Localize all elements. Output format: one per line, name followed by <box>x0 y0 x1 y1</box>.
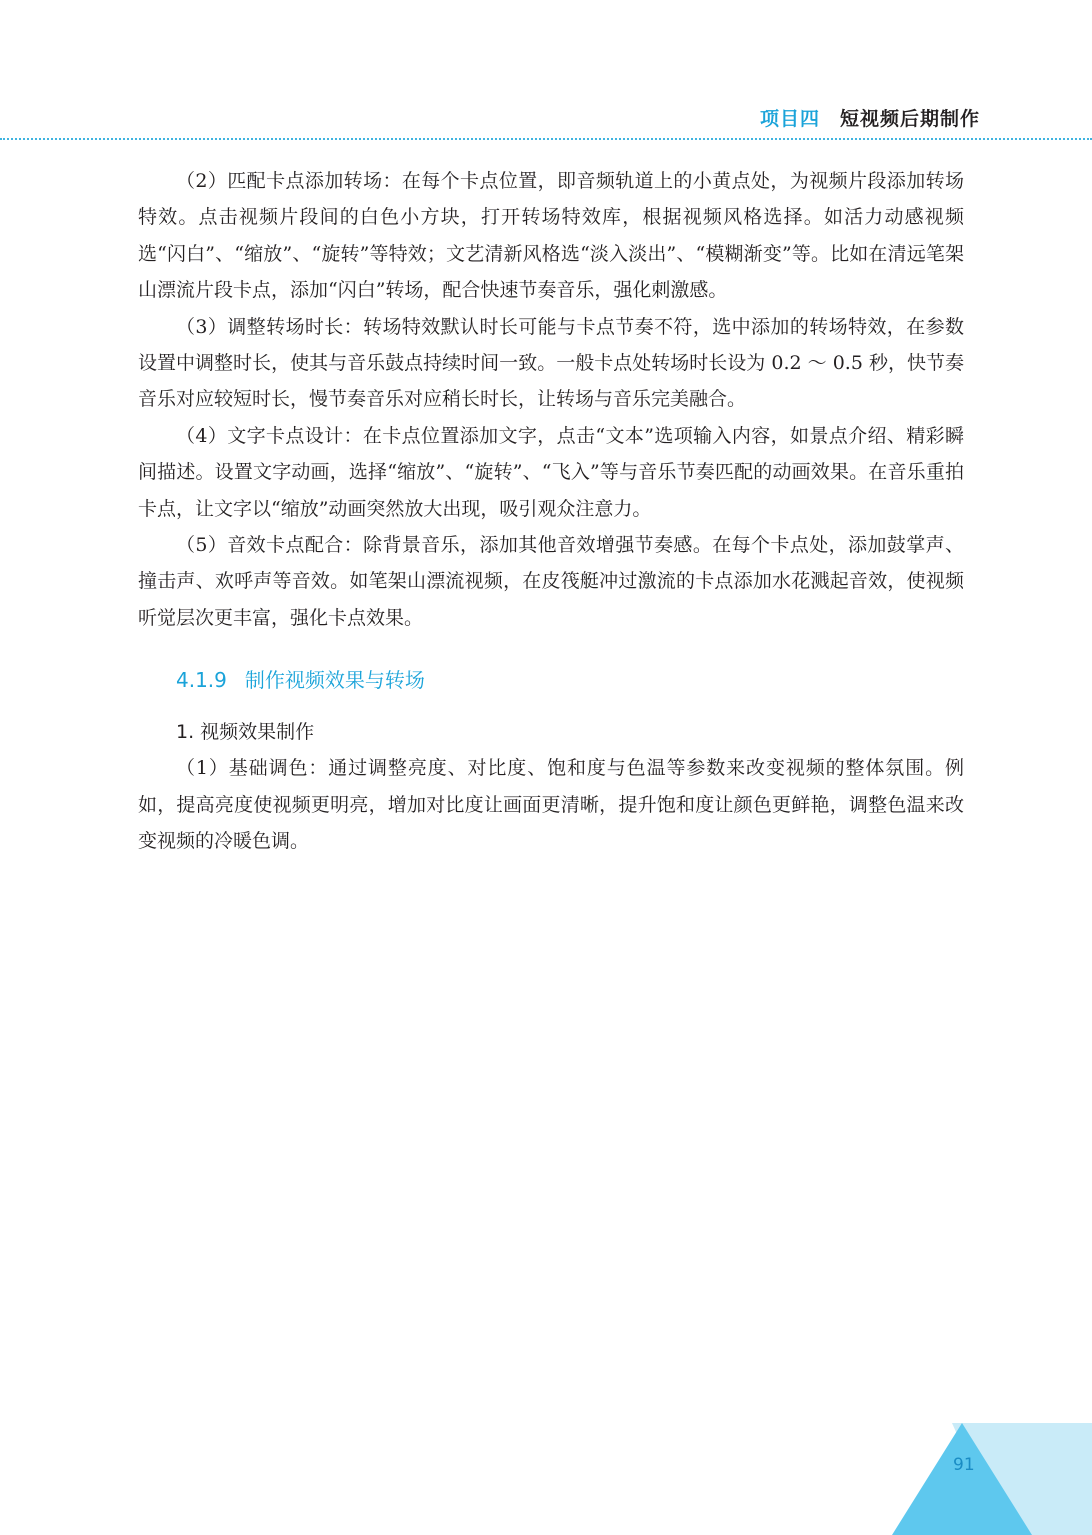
page-number: 91 <box>953 1455 975 1475</box>
corner-decoration <box>892 1423 1092 1535</box>
section-number: 4.1.9 <box>176 668 227 693</box>
paragraph: （2）匹配卡点添加转场：在每个卡点位置，即音频轨道上的小黄点处，为视频片段添加转场特效。点击视频片段间的白色小方块，打开转场特效库，根据视频风格选择。如活力动感视频选“闪白”、“缩放”、“旋转”等特效；文艺清新风格选“淡入淡出”、“模糊渐变”等。比如在清远笔架山漂流片段卡点，添加“闪白”转场，配合快速节奏音乐，强化刺激感。 <box>138 170 964 302</box>
section-heading <box>138 662 964 698</box>
paragraph: （3）调整转场时长：转场特效默认时长可能与卡点节奏不符，选中添加的转场特效，在参数设置中调整时长，使其与音乐鼓点持续时间一致。一般卡点处转场时长设为 0.2 ～ 0.5 秒，快节奏音乐对应较短时长，慢节奏音乐对应稍长时长，让转场与音乐完美融合。 <box>138 315 964 411</box>
paragraph: （1）基础调色：通过调整亮度、对比度、饱和度与色温等参数来改变视频的整体氛围。例如，提高亮度使视频更明亮，增加对比度让画面更清晰，提升饱和度让颜色更鲜艳，调整色温来改变视频的冷暖色调。 <box>138 757 964 853</box>
header-project: 项目四 <box>759 108 820 130</box>
paragraph: （4）文字卡点设计：在卡点位置添加文字，点击“文本”选项输入内容，如景点介绍、精彩瞬间描述。设置文字动画，选择“缩放”、“旋转”、“飞入”等与音乐节奏匹配的动画效果。在音乐重拍卡点，让文字以“缩放”动画突然放大出现，吸引观众注意力。 <box>138 424 964 520</box>
page-body <box>138 163 964 860</box>
paragraph: （5）音效卡点配合：除背景音乐，添加其他音效增强节奏感。在每个卡点处，添加鼓掌声、撞击声、欢呼声等音效。如笔架山漂流视频，在皮筏艇冲过激流的卡点添加水花溅起音效，使视频听觉层次更丰富，强化卡点效果。 <box>138 534 964 629</box>
subsection-heading: 1. 视频效果制作 <box>176 721 315 744</box>
running-header <box>760 104 980 131</box>
section-title: 制作视频效果与转场 <box>244 668 425 693</box>
header-chapter: 短视频后期制作 <box>839 108 980 130</box>
header-dotted-rule <box>0 138 1092 140</box>
